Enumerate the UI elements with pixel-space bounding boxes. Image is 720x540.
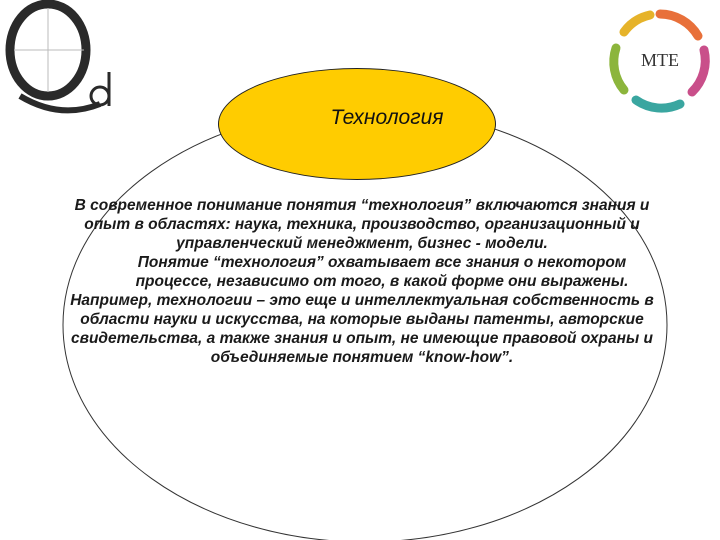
slide-body [62,196,662,367]
mte-logo [600,0,720,120]
paragraph-1: В современное понимание понятия “технология” включаются знания и опыт в областях: наука, техника, производство, организационный и управленческий менеджмент, бизнес - модели. [74,197,650,252]
slide-title: Технология [330,106,444,129]
paragraph-2: Понятие “технология” охватывает все знания о некотором процессе, независимо от того, в какой форме они выражены. [135,254,629,290]
mte-logo-text: MTE [641,50,679,70]
qd-logo [0,0,130,130]
title-oval [218,68,496,180]
paragraph-3: Например, технологии – это еще и интеллектуальная собственность в области науки и искусства, на которые выданы патенты, авторские свидетельства, а также знания и опыт, не имеющие правовой охраны и объединяемые понятием “know-how”. [70,292,654,366]
